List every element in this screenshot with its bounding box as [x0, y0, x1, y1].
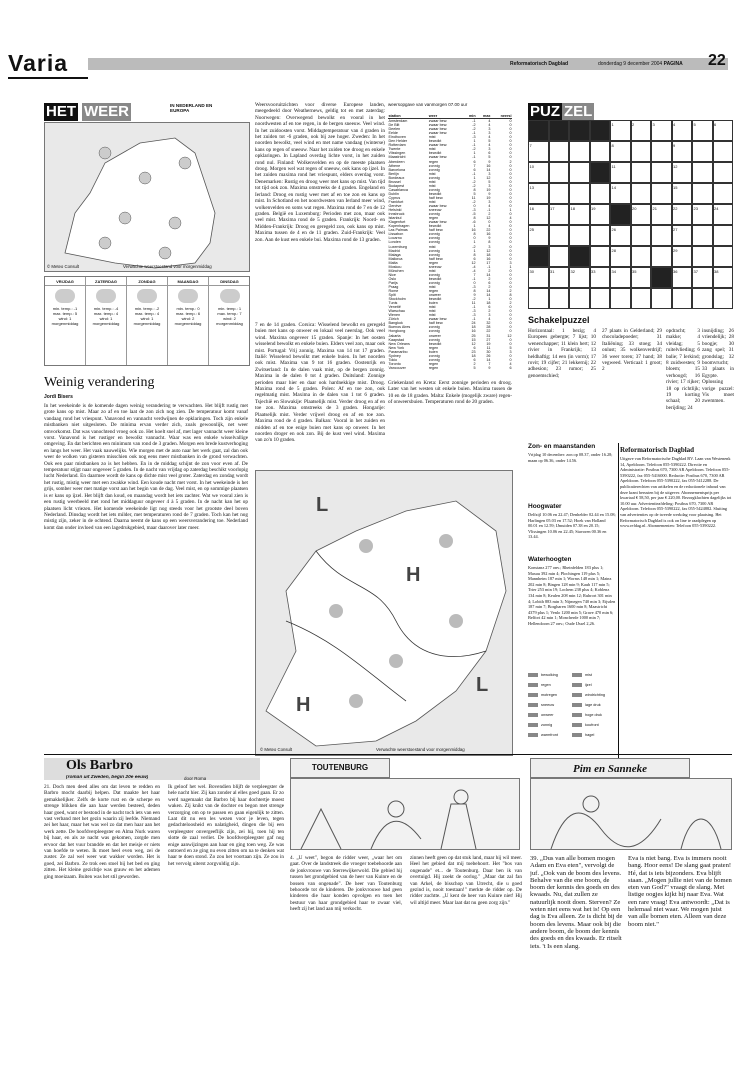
crossword-cell[interactable] [651, 162, 672, 183]
crossword-cell[interactable] [651, 120, 672, 141]
table-row: München mist -4 2 0 [388, 268, 512, 273]
legend-item: bewolking [528, 673, 572, 677]
crossword-cell[interactable] [651, 183, 672, 204]
svg-text:L: L [476, 674, 489, 696]
weather-map-europe [255, 470, 513, 756]
table-row: Paramaribo buien 23 30 3 [388, 349, 512, 354]
crossword-cell[interactable] [610, 246, 631, 267]
crossword-cell[interactable] [672, 183, 693, 204]
low-pressure-label: L [316, 494, 329, 516]
section-rule [8, 77, 88, 79]
table-row: Londen zonnig 1 8 0 [388, 240, 512, 245]
crossword-cell[interactable] [549, 225, 570, 246]
crossword-cell[interactable] [713, 204, 734, 225]
puzzle-clues-1: Horizontaal: 1 bezig; 4 Europees gebergte; 7 lijst; 10 wenenchapper; 11 klein hert; 12 rivier in Frankrijk; 13 heldhaftig; 14 een (in vorm); 17 rovit; 19 cijfer; 21 lekkernij; 22 adhesion; 23 rumor; 25 genoemschied; [528, 328, 596, 379]
paper-name: Reformatorisch Dagblad [510, 61, 569, 67]
table-row: Jakarta onweer 25 31 12 [388, 333, 512, 338]
table-row: De Bilt zwaar bew. -2 4 0 [388, 123, 512, 128]
crossword-cell[interactable] [569, 246, 590, 267]
puzzle-clues-3: opdracht; 3 makke; 4 vleidag; 5 ruitelvlieding; 6 balie; 7 Ierkind; 8 zuidwesten; 9 bloem; 15 verhoogd; 16 rivier; 17 rijker; 18 op richtlijk; 19 korting schaal; 20 berijding; 24 [666, 328, 700, 411]
table-row: Kaapstad zonnig 15 27 0 [388, 337, 512, 342]
table-row: Eelde zwaar bew. -1 3 0 [388, 131, 512, 136]
sun-moon-heading: Zon- en maanstanden [528, 443, 596, 450]
crossword-cell[interactable] [610, 141, 631, 162]
cloud-icon [99, 147, 111, 159]
crossword-cell[interactable] [651, 141, 672, 162]
table-row: Cyprus half bew. 11 19 0 [388, 195, 512, 200]
crossword-cell[interactable] [549, 288, 570, 309]
crossword-cell[interactable] [610, 225, 631, 246]
cell-number: 9 [673, 142, 676, 148]
table-row: Mallorca half bew. 6 16 0 [388, 256, 512, 261]
comic-text-2: zinnen heeft geen op dat stuk land, maar hij wil meer. Heel het gebied dat mij toebehoort. Het "bos van ongenade" et... de Toutenburg. Daar ben ik van overtuigd. Hij zoekt de oorlog." „Maar dat zal fan van Arkel, de bisschop van Utrecht, die u goed gezind is, nooit toestaan!" merkte de ridder op. De ridder zuchtte. „U kent de heer van Kuinre niet! Hij wil altijd meer. Maar laat dat nu geen zorg zijn." [410, 855, 522, 906]
crossword-cell[interactable] [528, 225, 549, 246]
crossword-cell[interactable] [528, 246, 549, 267]
table-row: Zürich zwaar bew. -1 4 0 [388, 317, 512, 322]
colophon-body: Uitgave van Reformatorische Dagblad BV. Laan van Westenenk 14, Apeldoorn. Telefoon 055-5390222. Directie en Administratie: Postbus 670, 7300 AR Apeldoorn. Telefoon 055-5390222, fax 055-5416000. Redactie: Postbus 670, 7300 AR Apeldoorn. Telefoon 055-5390222, fax 055-5412288. De publicatierechten van artikelen en de redactionele inhoud van deze krant berusten bij de uitgever. Abonnementsprijs per kwartaal € 58,50, per jaar € 220,00. Bezorgklachten dagelijks tot 10.00 uur. Advertentieafdeling: Postbus 670, 7300 AR Apeldoorn. Telefoon 055-5390222, fax 055-5424882. Sluiting van advertenties op de tweede werkdag voor plaatsing. Het Reformatorisch Dagblad is ook on line te raadplegen op www.refdag.nl. Abonnementen: Telefoon 055-5390222. [620, 456, 732, 529]
table-row: Lissabon zonnig 8 16 0 [388, 232, 512, 237]
weather-icon [220, 289, 240, 303]
tide-body: Delfzijl 10.06 en 22.47; Denhelder 02.44 en 15.08; Harlingen 05.03 en 17.52; Hoek van Holland 00.01 en 12.59; IJmuiden 07.38 en 20.15; Vlissingen 10.06 en 22.45; Stavoren 00.36 en 13.44. [528, 512, 616, 540]
legend-item: regen [528, 683, 572, 687]
cell-number: 6 [714, 121, 717, 127]
puzzle-clues-2: 27 plaats in Gelderland; 29 chocoladepoeder; 31 Italiëning; 33 stoeg; 34 onlust; 35 wolkenverdrijf; 36 weer toren; 37 hand; 38 vegweed. Verticaal: 1 groot; 2 [602, 328, 662, 373]
legend-item: onweer [528, 713, 572, 717]
crossword-cell[interactable] [549, 246, 570, 267]
legend-item: koufront [572, 723, 616, 727]
cell-number: 30 [529, 268, 534, 274]
weather-icon [55, 289, 75, 303]
temp-extra: Griekenland en Kreta: Eerst zonnige perioden en droog. Later van het westen uit enkele buien. Maxima tussen de 10 en de 18 graden. Malta: Enkele (mogelijk zware) regen- of onweersbuien. Temperaturen rond de 20 graden. [388, 380, 512, 406]
comic-image-toutenburg [290, 778, 520, 850]
legend-icon [572, 733, 582, 737]
table-row: Twente mist -2 3 0 [388, 147, 512, 152]
crossword-cell[interactable] [672, 225, 693, 246]
crossword-cell[interactable] [610, 267, 631, 288]
weather-map-netherlands [44, 122, 250, 272]
crossword-cell[interactable] [713, 246, 734, 267]
crossword-cell[interactable] [590, 162, 611, 183]
crossword-cell[interactable] [631, 204, 652, 225]
cell-number: 20 [632, 205, 637, 211]
cell-number: 24 [714, 205, 719, 211]
section-rule [44, 754, 732, 755]
table-row: Maastricht zwaar bew. -1 5 0 [388, 155, 512, 160]
table-row: Vlissingen bewolkt 1 6 0 [388, 151, 512, 156]
cell-number: 10 [529, 163, 534, 169]
temperature-table [388, 114, 512, 370]
crossword-cell[interactable] [549, 204, 570, 225]
crossword-cell[interactable] [672, 204, 693, 225]
legend-item: ijzel [572, 683, 616, 687]
table-row: Praag mist -3 2 0 [388, 284, 512, 289]
legend-icon [572, 723, 582, 727]
crossword-cell[interactable] [590, 120, 611, 141]
table-row: Bordeaux zonnig 1 12 0 [388, 175, 512, 180]
table-row: Helsinki sneeuw -3 -1 1 [388, 208, 512, 213]
table-row: Malta regen 12 17 3 [388, 260, 512, 265]
table-row: Aberdeen regen 6 9 2 [388, 159, 512, 164]
serial-col-2: Ik geloof het wel. Bovendien blijft de verpleegster de hele nacht hier. Zij kan zonder al elles goed gaan. Er zo werd nagemaakt dat Barbro bij haar dochtertje moest waken. Zij knikt van de dochter en begon met strenge verzorging om op te passen en gaan eigenlijk te zitten. Laat dit nu een les wezen voor je leven, tegen gedachteloosheid en nalatigheid, dingen die bij een verpleegster onvergeeflijk zijn, zei hij, toen hij ten slotte de zaal verliet. De hoofdverpleegster gaf nog enige aanwijzingen aan haar en ging toen weg. Ze was ontroerd en ze ging nu even zitten om na te denken wat haar te doen stond. Zo zou het voortaan zijn. Ze zou in het vervolg uiterst zorgvuldig zijn. [168, 784, 284, 867]
crossword-cell[interactable] [590, 225, 611, 246]
comic-illustration [291, 779, 520, 850]
map2-credit: © Meteo Consult [260, 747, 293, 752]
comic-logo-toutenburg: TOUTENBURG [290, 758, 390, 778]
comic-logo-pim: Pim en Sanneke [530, 758, 690, 778]
forecast-day: ZONDAG min. temp.: -2 max. temp.: 4 wind: 1 morgenmiddag [127, 277, 168, 365]
crossword-cell[interactable] [610, 183, 631, 204]
table-row: Oslo bewolkt -1 2 0 [388, 276, 512, 281]
cell-number: 12 [673, 163, 678, 169]
crossword-cell[interactable] [610, 162, 631, 183]
crossword-cell[interactable] [528, 204, 549, 225]
section-title: Varia [8, 50, 68, 76]
table-row: Eindhoven mist -3 4 0 [388, 135, 512, 140]
weather-article: In het weekeinde is de komende dagen weinig verandering te verwachten. Het blijft rustig met grote kans op mist. Maar zo af en toe laat de zon zich nog zien. De temperatuur komt vanaf vandaag rond het vriespunt. Vanavond en vannacht verdwijnen de opklaringen. Toch zijn enkele mistbanken niet uitgesloten. De minima ervan verder zich, zoals gewoonlijk, net weer omvorkomst. Dat was vanochtend vroeg ook zo. Het koelt snel af, met lager vannacht weer kleine vorst. Vanavond is het rustiger en bewolkt vannacht. Waar was een enkele wisselvallige omgeving. En dat berichten een minimum van rond de 3 graden. Morgen een brede kustverhoging en langs het weer. Het vaak nauwelijks. Wie morgen met de auto naar het werk gaat, zal dan ook weer de wolken van gisteren misschien ook nog eens meer mistbanken in de grond verwachten. Ook een paar mistbanken zo is het hebben. En in de middag schijnt de zon voor even af. De temperatuur stijgt naar ongeveer 5 graden. In de nacht van vrijdag op zaterdag beschikt voorlopig lucht Nederland. En daarmee wordt de kans op dichte mist veel groter. Zaterdag en zondag wordt het rustig, mistig weer met een zwakke wind. Een koude nacht met vorst. In het weekeinde is het grijs, somber weer met matige vorst aan het begin van de dag. Veel mist, en op sommige plaatsen is er kans op ijzel. Het blijft dan koud, en maandag wordt het iets zachter. Wat we vooral zien is een rustig weerbeeld met rond het middaguur ongeveer 4 à 5 graden. In de nacht kan het op plaatsen licht vriezen. Het komende weekeinde ligt nog steeds voor het grootste deel boven Nederland. Dinsdag wordt het iets milder, met temperaturen rond de 7 graden. Toch kan het nog mistig zijn, zeker in de ochtend. Daarna neemt de kans op een weersverandering toe. Nederland komt dan onder invloed van een lagedrukgebied, maar daarover later meer. [44, 403, 248, 531]
table-row: Istanbul regen 8 12 4 [388, 216, 512, 221]
page-number: 22 [708, 52, 726, 69]
map-caption: Verwachte weerstoestand voor morgenmiddag [123, 264, 212, 269]
cell-number: 36 [673, 268, 678, 274]
crossword-cell[interactable] [631, 141, 652, 162]
comic-image-pim [530, 778, 732, 850]
cell-number: 18 [570, 205, 575, 211]
crossword-cell[interactable] [590, 267, 611, 288]
logo-puz: PUZ [530, 103, 560, 120]
crossword-cell[interactable] [549, 120, 570, 141]
crossword-cell[interactable] [713, 120, 734, 141]
table-row: Madrid zonnig 1 12 0 [388, 248, 512, 253]
weather-icon [96, 289, 116, 303]
map-credit: © Meteo Consult [47, 264, 80, 269]
map-legend [528, 673, 616, 751]
table-row: Toronto regen 2 7 4 [388, 361, 512, 366]
crossword-cell[interactable] [610, 120, 631, 141]
puzzle-title: Schakelpuzzel [528, 315, 590, 325]
map2-caption: Verwachte weerstoestand voor morgenmiddag [376, 747, 465, 752]
crossword-cell[interactable] [692, 183, 713, 204]
legend-icon [572, 683, 582, 687]
comic-text-1: 4. „U weet", begon de ridder weer, „waar het om gaat. Over de landstreek die vroeger toebehoorde aan de jonkvrouwe van Sterrewijkerwold. Die gebied hij tussen het grondgebied van de heer van Kuinre en de bossen van ongenade". De heer van Toutenburg behoorde tot de kinderen. De jonkvrouwe had geen kinderen die haar konden opvolgen en toen het bestuur van haar grondgebied haar te zwaar viel, heeft zij het land aan mij verkocht. [290, 855, 402, 913]
cell-number: 26 [611, 226, 616, 232]
crossword-cell[interactable] [590, 141, 611, 162]
table-row: Luxemburg mist -2 3 0 [388, 244, 512, 249]
crossword-cell[interactable] [631, 120, 652, 141]
crossword-cell[interactable] [692, 141, 713, 162]
cell-number: 25 [529, 226, 534, 232]
cell-number: 13 [529, 184, 534, 190]
crossword-cell[interactable] [631, 288, 652, 309]
crossword-cell[interactable] [569, 141, 590, 162]
legend-item: windrichting [572, 693, 616, 697]
water-levels-body: Konstanz 277 onv.; Rheinfelden 183 plus 1; Maxau 392 min 4; Plochingen 119 plus 5; Mannheim 187 min 1; Worms 148 min 1; Mainz 202 min 8; Bingen 128 min 9; Kaub 117 min 5; Trier 253 min 19; Lochem 238 plus 4; Koblenz 134 min 8; Keulen 208 min 12; Ruhrort 301 min 4; Lobith 883 min 3; Nijmegen 740 min 3; Eijsden 187 min 7; Borgharen 1600 min 8; Maastricht 4379 plus 1; Venlo 1200 min 5; Grave 470 min 6; Belfort 42 min 1; Moncherde 1000 min 7; Hellendoorn 27 onv.; Oude IJssel 2,26. [528, 565, 616, 626]
weather-logo [44, 103, 162, 121]
legend-item: lage druk [572, 703, 616, 707]
legend-icon [528, 733, 538, 737]
serial-subtitle: (roman uit Zweden, begin 20e eeuw) [66, 775, 149, 780]
header-date [598, 58, 683, 70]
pim-text-2: Eva is niet bang. Eva is immers nooit bang. Hoor eens! De slang gaat praten! Hé, dat is iets bijzonders. Eva blijft staan. „Mogen jullie niet van de bomen eten van God?" vraagt de slang. Met listige oogjes kijkt hij naar Eva. Wat een rare vraag! Eva antwoordt: „Dat is helemaal niet waar. We mogen juist van alle bomen eten. Alleen van deze boom niet." [628, 855, 732, 928]
table-row: Innsbruck zonnig -5 2 0 [388, 212, 512, 217]
table-row: Klagenfurt zwaar bew. -6 0 0 [388, 220, 512, 225]
forecast-day: MAANDAG min. temp.: 0 max. temp.: 6 wind: 2 morgenmiddag [168, 277, 209, 365]
cell-number: 28 [611, 247, 616, 253]
table-row: Kopenhagen bewolkt 1 4 0 [388, 224, 512, 229]
crossword-cell[interactable] [631, 183, 652, 204]
svg-text:H: H [406, 564, 421, 586]
table-row: Moskou sneeuw -4 -1 1 [388, 264, 512, 269]
cell-number: 16 [529, 205, 534, 211]
legend-icon [528, 723, 538, 727]
crossword-cell[interactable] [569, 183, 590, 204]
crossword-cell[interactable] [651, 204, 672, 225]
table-row: New York regen 6 11 5 [388, 345, 512, 350]
crossword-cell[interactable] [528, 288, 549, 309]
colophon-title: Reformatorisch Dagblad [620, 446, 695, 454]
water-levels-heading: Waterhoogten [528, 556, 572, 563]
table-row: Nice zonnig 7 14 0 [388, 272, 512, 277]
cell-number: 15 [673, 184, 678, 190]
cell-number: 11 [611, 163, 616, 169]
serial-col-1: 21. Doch men deed alles om dat leven te redden en Barbro mocht daarbij helpen. Dat maakte het haar gemakkelijker. Zelfs de korte rust en de scherpe en strenge blikken die aan haar werden besteed, deden haar goed, want er bestond in de nacht toch iets van een vast verband met het gezin waarin zij leefde. Niemand zei het haar, maar het was wel zo dat men haar aan het werk zette. De hoofdverpleegster en Alma Nurk waren bij haar, en als ze nacht was gekomen, zorgde men ervoor dat het vuur brandde en dat het meisje er niets van hoefde te weten. Ik moet heel even weg, zei de zuster. Ze zal wel weer wat wakker worden. Het is goed, zei Barbro. Ze trok een stoel bij het bed en ging zitten. Het kleine gezichtje was grauw en het ademen ging moeizaam. Buiten was het stil geworden. [44, 784, 160, 880]
crossword-cell[interactable] [692, 162, 713, 183]
crossword-cell[interactable] [549, 141, 570, 162]
crossword-cell[interactable] [590, 204, 611, 225]
crossword-cell[interactable] [713, 162, 734, 183]
cell-number: 23 [693, 205, 698, 211]
table-row: Stockholm bewolkt -2 1 0 [388, 297, 512, 302]
crossword-cell[interactable] [692, 288, 713, 309]
forecast-day: ZATERDAG min. temp.: -4 max. temp.: 4 wind: 1 morgenmiddag [86, 277, 127, 365]
crossword-cell[interactable] [528, 120, 549, 141]
crossword-cell[interactable] [713, 183, 734, 204]
crossword-cell[interactable] [672, 141, 693, 162]
europe-forecast-col1: Weersvooruitzichten voor diverse Europese landen, meegedeeld door Weathernews, geldig tot en met zaterdag: Noorwegen: Overwegend bewolkt en vooral in het noordwesten af en toe regen, in de bergen sneeuw. Veel wind. In het zuidoosten vorst. Middagtemperatuur van 4 graden in het zuiden tot -6 graden, ook bij zee hoger. Zweden: In het noorden bewolkt, veel wind en met name vandaag (winterse) kans op regen of sneeuw. Naar het zuiden toe droog en enkele opklaringen. In Lapland overdag lichte vorst, in het zuiden rond nul. Finland: Wolkenvelden en op de meeste plaatsen droog. Morgen wel wat regen of sneeuw, ook kans op ijzel. In het zuiden maxima rond het vriespunt, elders overdag vorst. Denemarken: Rustig en droog weer met kans op mist. Van tijd tot tijd ook zon. Maxima omstreeks de 4 graden. Engeland en Ierland: Droog en rustig weer met af en toe zon en kans op mist. In Schotland en het noordwesten van Ierland meer wind, wolkenvelden en soms wat regen. Maxima rond de 7 en de 12 graden. België en Luxemburg: Perioden met zon, maar ook veel mist. Maxima rond de 5 graden. Frankrijk: Noord- en Midden-Frankrijk: Droog en geregeld zon, ook kans op mist. Maxima tussen de 4 en de 11 graden. Zuid-Frankrijk: Veel zon. Aan de kust een enkele bui. Maxima rond de 13 graden. [255, 102, 385, 243]
weather-author: Jordi Bisers [44, 394, 73, 400]
crossword-cell[interactable] [651, 288, 672, 309]
table-row: Casablanca zonnig 8 19 0 [388, 187, 512, 192]
sun-moon-body: Vrijdag 10 december: zon op 08.37, onder 16.28; maan op 06.36, onder 14.56. [528, 452, 613, 463]
table-row: Wenen mist -3 3 0 [388, 313, 512, 318]
crossword-cell[interactable] [692, 120, 713, 141]
crossword-cell[interactable] [651, 225, 672, 246]
cell-number: 14 [611, 184, 616, 190]
cell-number: 35 [632, 268, 637, 274]
cell-number: 3 [652, 121, 655, 127]
crossword-cell[interactable] [672, 288, 693, 309]
legend-icon [528, 713, 538, 717]
crossword-cell[interactable] [651, 267, 672, 288]
crossword-cell[interactable] [549, 267, 570, 288]
table-row: Genève zwaar bew. 0 4 0 [388, 204, 512, 209]
table-row: Frankfurt mist -2 3 0 [388, 199, 512, 204]
cell-number: 29 [673, 247, 678, 253]
crossword-cell[interactable] [631, 162, 652, 183]
crossword-cell[interactable] [569, 225, 590, 246]
puzzle-logo [528, 103, 594, 121]
legend-item: zonnig [528, 723, 572, 727]
crossword-cell[interactable] [569, 162, 590, 183]
crossword-grid [528, 120, 733, 310]
logo-zel: ZEL [564, 103, 593, 120]
crossword-cell[interactable] [692, 225, 713, 246]
temps-title: weersopgave van vanmorgen 07.00 uur [388, 102, 468, 107]
crossword-cell[interactable] [692, 204, 713, 225]
crossword-cell[interactable] [672, 246, 693, 267]
serial-byline: door Roma [184, 776, 207, 781]
forecast-day: VRIJDAG min. temp.: -1 max. temp.: 5 wind: 1 morgenmiddag [45, 277, 86, 365]
comic-illustration-pim [531, 779, 732, 850]
cell-number: 37 [693, 268, 698, 274]
legend-icon [572, 673, 582, 677]
table-header-row: station weer min max neersl [388, 114, 512, 118]
table-row: Hongkong zonnig 16 22 0 [388, 329, 512, 334]
tide-heading: Hoogwater [528, 503, 562, 510]
crossword-cell[interactable] [713, 141, 734, 162]
crossword-cell[interactable] [631, 225, 652, 246]
table-row: Sydney zonnig 18 26 0 [388, 353, 512, 358]
crossword-cell[interactable] [590, 183, 611, 204]
table-row: Warschau mist -3 2 0 [388, 309, 512, 314]
cell-number: 7 [529, 142, 532, 148]
serial-title: Ols Barbro [66, 758, 134, 773]
column-divider [618, 443, 619, 758]
legend-icon [528, 683, 538, 687]
crossword-cell[interactable] [528, 183, 549, 204]
legend-item: sneeuw [528, 703, 572, 707]
crossword-cell[interactable] [528, 141, 549, 162]
cell-number: 5 [693, 121, 696, 127]
forecast-day: DINSDAG min. temp.: 1 max. temp.: 7 wind: 2 morgenmiddag [209, 277, 250, 365]
legend-item: hagel [572, 733, 616, 737]
crossword-cell[interactable] [569, 288, 590, 309]
cell-number: 34 [611, 268, 616, 274]
crossword-cell[interactable] [569, 204, 590, 225]
crossword-cell[interactable] [713, 288, 734, 309]
cell-number: 21 [652, 205, 657, 211]
legend-icon [528, 673, 538, 677]
crossword-cell[interactable] [672, 120, 693, 141]
legend-item: motregen [528, 693, 572, 697]
logo-het: HET [46, 103, 76, 120]
netherlands-map-graphic [45, 123, 250, 272]
page-label: PAGINA [663, 61, 683, 67]
weather-icon [137, 289, 157, 303]
table-row: Las Palmas half bew. 16 22 0 [388, 228, 512, 233]
cell-number: 17 [550, 205, 555, 211]
cell-number: 8 [611, 142, 614, 148]
legend-icon [528, 703, 538, 707]
crossword-cell[interactable] [590, 246, 611, 267]
legend-item: hoge druk [572, 713, 616, 717]
cell-number: 38 [714, 268, 719, 274]
crossword-cell[interactable] [672, 267, 693, 288]
cell-number: 19 [591, 205, 596, 211]
table-row: Buenos Aires zonnig 18 28 0 [388, 325, 512, 330]
table-row: Tunis buien 11 18 2 [388, 301, 512, 306]
weather-icon [178, 289, 198, 303]
pim-text-1: 39. „Dus van alle bomen mogen Adam en Eva eten", vervolgt de juf. „Ook van de boom des levens. Behalve van die ene boom, de boom der kennis des goeds en des kwaads. Nu, dat zullen ze natuurlijk nooit doen. Sterven? Ze weten niet eens wat het is! Op een dag is Eva alleen. Ze is dicht bij de boom des levens. Maar ook bij die andere boom, de boom der kennis des goeds en des kwaads. Er ritselt iets. 't Is een slang. [530, 855, 623, 950]
table-row: Malaga zonnig 8 18 0 [388, 252, 512, 257]
legend-item: mist [572, 673, 616, 677]
crossword-cell[interactable] [631, 246, 652, 267]
table-row: Parijs zonnig 0 6 0 [388, 280, 512, 285]
weather-headline: Weinig verandering [44, 375, 155, 390]
date-text: donderdag 9 december 2004 [598, 61, 663, 67]
table-row: Berlijn mist -1 3 0 [388, 171, 512, 176]
crossword-cell[interactable] [692, 267, 713, 288]
crossword-cell[interactable] [569, 267, 590, 288]
table-row: Amsterdam zwaar bew. -1 4 0 [388, 119, 512, 124]
cell-number: 1 [611, 121, 614, 127]
cell-number: 4 [673, 121, 676, 127]
svg-text:H: H [296, 694, 311, 716]
legend-icon [528, 693, 538, 697]
table-row: New Orleans bewolkt 12 19 0 [388, 341, 512, 346]
weather-subtitle: IN NEDERLAND EN EUROPA [170, 103, 213, 114]
cell-number: 31 [550, 268, 555, 274]
legend-icon [572, 703, 582, 707]
crossword-cell[interactable] [692, 246, 713, 267]
table-row: Deelen zwaar bew. -2 3 0 [388, 127, 512, 132]
forecast-strip [44, 276, 250, 366]
crossword-cell[interactable] [610, 204, 631, 225]
puzzle-clues-4: insnijding; 26 vriendelijk; 28 boogje; 30 zang spel; 31 grondslag; 32 boomvrucht; 33 plaats in Egypte. Oplossing vorige puzzel: Vis moet zwemmen. [702, 328, 734, 405]
cell-number: 27 [673, 226, 678, 232]
table-row: Barcelona zonnig 6 14 0 [388, 167, 512, 172]
cell-number: 22 [673, 205, 678, 211]
legend-item: warmfront [528, 733, 572, 737]
table-row: Bangkok half bew. 24 32 0 [388, 321, 512, 326]
table-row: Budapest mist -2 3 0 [388, 183, 512, 188]
cell-number: 2 [632, 121, 635, 127]
table-row: Locarno zonnig 0 9 0 [388, 236, 512, 241]
crossword-cell[interactable] [528, 162, 549, 183]
crossword-cell[interactable] [549, 183, 570, 204]
table-row: Rome regen 8 14 2 [388, 289, 512, 294]
cell-number: 33 [591, 268, 596, 274]
crossword-cell[interactable] [549, 162, 570, 183]
table-row: Den Helder bewolkt 1 5 0 [388, 139, 512, 144]
europe-map-graphic [256, 471, 513, 756]
crossword-cell[interactable] [713, 267, 734, 288]
crossword-cell[interactable] [569, 120, 590, 141]
crossword-cell[interactable] [672, 162, 693, 183]
legend-icon [572, 693, 582, 697]
logo-weer: WEER [84, 103, 129, 120]
crossword-cell[interactable] [631, 267, 652, 288]
table-row: Tokio zonnig 6 14 0 [388, 357, 512, 362]
crossword-cell[interactable] [528, 267, 549, 288]
europe-forecast-col2: 7 en de 14 graden. Corsica: Wisselend bewolkt en geregeld buien met kans op onweer en lokaal veel neerslag. Ook veel wind. Maxima ongeveer 15 graden. Spanje: In het oosten wisselend bewolkt en enkele buien. Elders veel zon, maar ook mist. Portugal: Vrij zonnig. Maxima van 14 tot 17 graden. Italië: Wisselend bewolkt met enkele buien. In het noorden ook mist. Maxima van 9 tot 16 graden. Oostenrijk en Zwitserland: In de dalen vaak mist, op de bergen zonnig. Maxima in de dalen 0 tot 4 graden. Duitsland: Zonnige perioden maar hier en daar ook hardnekkige mist. Droog. Maxima rond de 5 graden. Polen: Af en toe zon, ook regelmatig mist. Maxima in de dalen van 1 tot 6 graden. Tsjechië en Slowakije: Plaatselijk mist. Verder droog en af en toe zon. Maxima omstreeks de 3 graden. Hongarije: Plaatselijk mist. Verder vrijwel droog en af en toe zon. Maxima rond de 4 graden. Balkan: Vooral in het zuiden en midden af en toe enige buien met kans op onweer. In het noorden droger en ook zon. Bij de kust veel wind. Maxima van zo'n 10 graden. [255, 322, 385, 444]
table-row: Split onweer 9 14 8 [388, 293, 512, 298]
table-row: Brussel mist -2 5 0 [388, 179, 512, 184]
crossword-cell[interactable] [610, 288, 631, 309]
crossword-cell[interactable] [651, 246, 672, 267]
legend-icon [572, 713, 582, 717]
table-row: Dublin bewolkt 5 9 0 [388, 191, 512, 196]
table-row: Rotterdam zwaar bew. -1 4 0 [388, 143, 512, 148]
table-row: Venetië mist -1 6 0 [388, 305, 512, 310]
table-row: Athene zonnig 7 16 0 [388, 163, 512, 168]
crossword-cell[interactable] [590, 288, 611, 309]
table-row: Vancouver regen 5 9 6 [388, 365, 512, 370]
cell-number: 32 [570, 268, 575, 274]
crossword-cell[interactable] [713, 225, 734, 246]
